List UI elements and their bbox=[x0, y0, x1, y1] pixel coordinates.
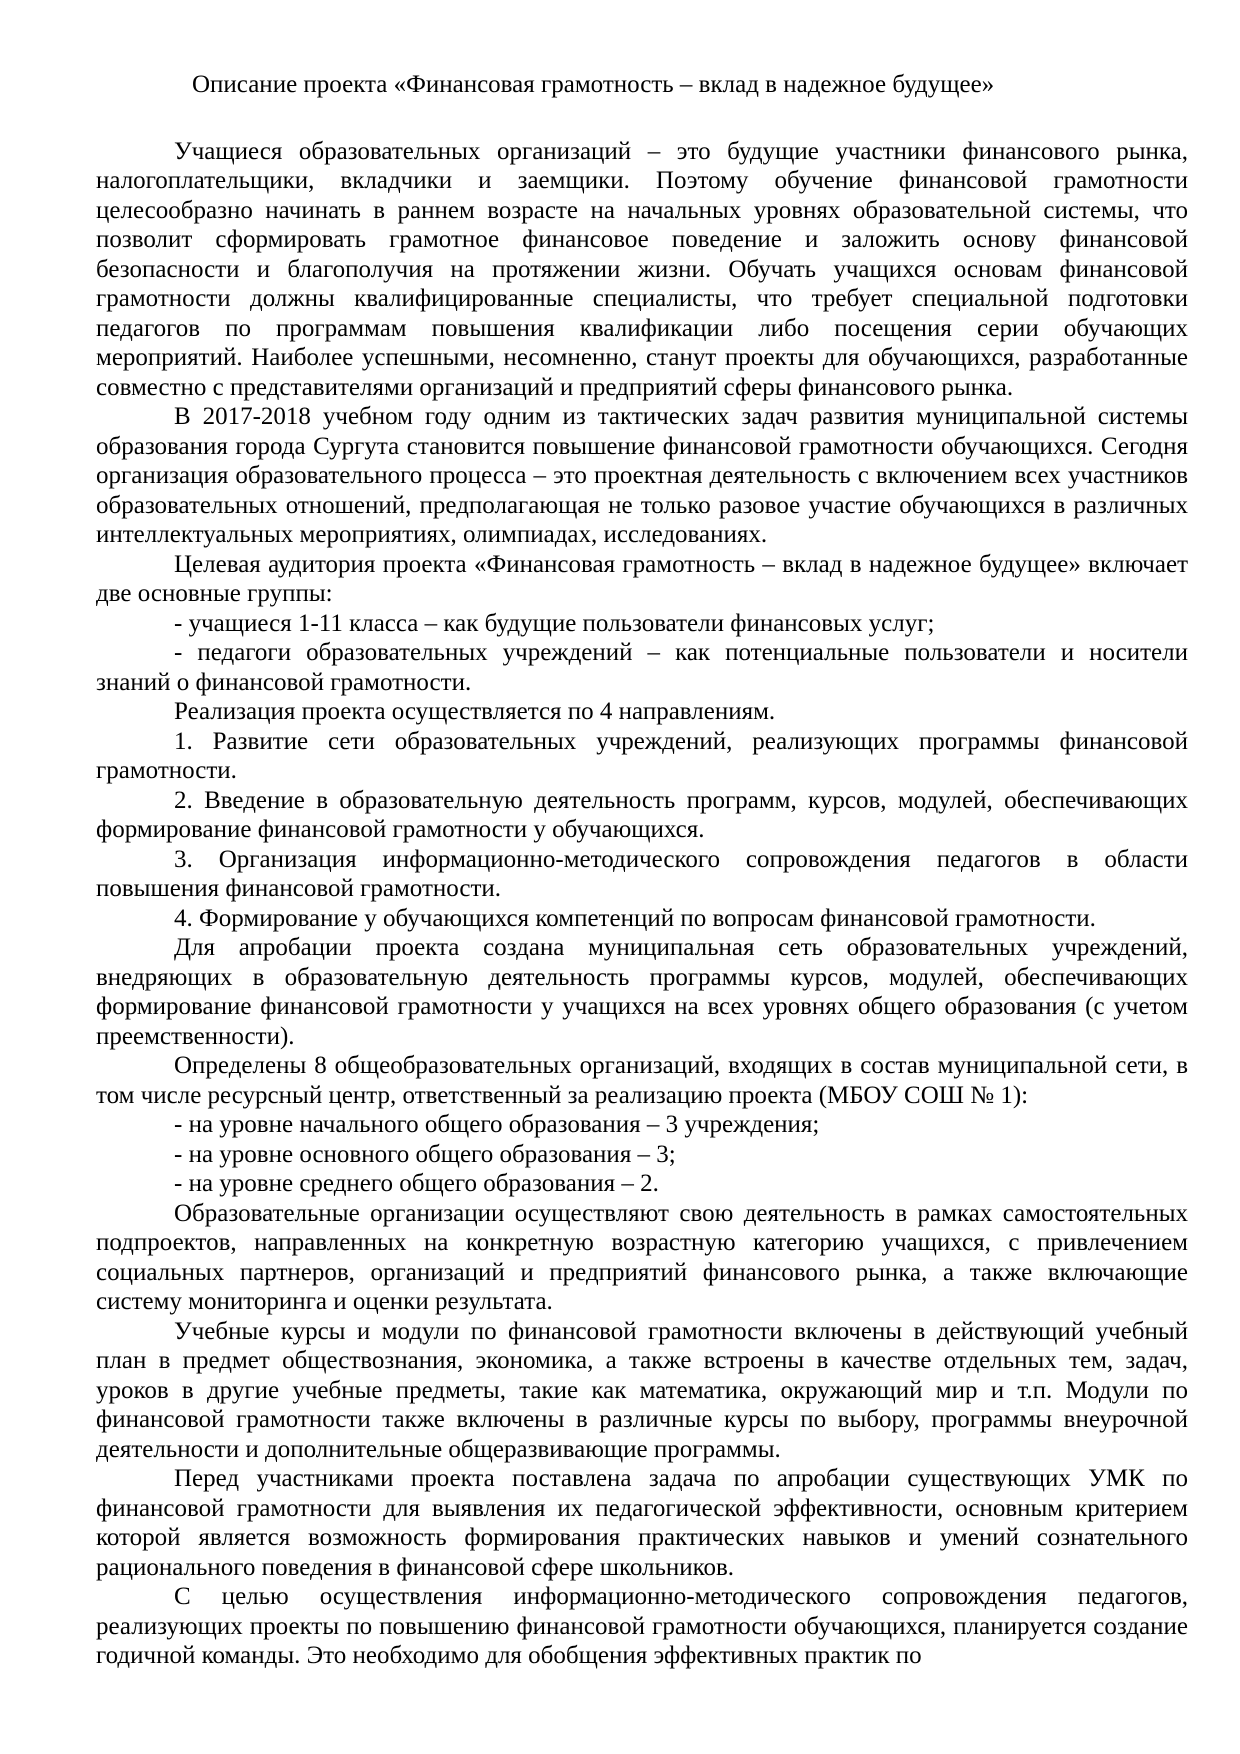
paragraph: Перед участниками проекта поставлена задача по апробации существующих УМК по финансовой грамотности для выявления их педагогической эффективности, основным критерием которой является возможность формирования практических навыков и умений сознательного рационального поведения в финансовой сфере школьников. bbox=[96, 1465, 1188, 1581]
paragraph: Определены 8 общеобразовательных организаций, входящих в состав муниципальной сети, в том числе ресурсный центр, ответственный за реализацию проекта (МБОУ СОШ № 1): bbox=[96, 1052, 1188, 1109]
document-body bbox=[96, 137, 1188, 1671]
list-item-numbered: 1. Развитие сети образовательных учреждений, реализующих программы финансовой грамотности. bbox=[96, 727, 1188, 784]
list-item-numbered: 4. Формирование у обучающихся компетенций по вопросам финансовой грамотности. bbox=[174, 904, 1096, 932]
list-item-numbered: 3. Организация информационно-методического сопровождения педагогов в области повышения финансовой грамотности. bbox=[96, 845, 1188, 902]
list-item-dash: - на уровне среднего общего образования – 2. bbox=[174, 1170, 659, 1197]
paragraph: С целью осуществления информационно-методического сопровождения педагогов, реализующих проекты по повышению финансовой грамотности обучающихся, планируется создание годичной команды. Это необходимо для обобщения эффективных практик по bbox=[96, 1583, 1188, 1669]
list-item-numbered: 2. Введение в образовательную деятельность программ, курсов, модулей, обеспечивающих формирование финансовой грамотности у обучающихся. bbox=[96, 786, 1188, 843]
list-item-dash: - на уровне начального общего образования – 3 учреждения; bbox=[174, 1111, 820, 1138]
paragraph: Для апробации проекта создана муниципальная сеть образовательных учреждений, внедряющих в образовательную деятельность программы курсов, модулей, обеспечивающих формирование финансовой грамотности у учащихся на всех уровнях общего образования (с учетом преемственности). bbox=[96, 934, 1188, 1050]
paragraph: Целевая аудитория проекта «Финансовая грамотность – вклад в надежное будущее» включает две основные группы: bbox=[96, 550, 1188, 607]
list-item-dash: - учащиеся 1-11 класса – как будущие пользователи финансовых услуг; bbox=[174, 609, 935, 637]
paragraph: Образовательные организации осуществляют свою деятельность в рамках самостоятельных подпроектов, направленных на конкретную возрастную категорию учащихся, с привлечением социальных партнеров, организаций и предприятий финансового рынка, а также включающие систему мониторинга и оценки результата. bbox=[96, 1199, 1188, 1315]
list-item-dash: - педагоги образовательных учреждений – как потенциальные пользователи и носители знаний о финансовой грамотности. bbox=[96, 639, 1188, 696]
paragraph: Учебные курсы и модули по финансовой грамотности включены в действующий учебный план в предмет обществознания, экономика, а также встроены в качестве отдельных тем, задач, уроков в другие учебные предметы, такие как математика, окружающий мир и т.п. Модули по финансовой грамотности также включены в различные курсы по выбору, программы внеурочной деятельности и дополнительные общеразвивающие программы. bbox=[96, 1317, 1188, 1463]
paragraph: Реализация проекта осуществляется по 4 направлениям. bbox=[174, 698, 776, 725]
paragraph: Учащиеся образовательных организаций – это будущие участники финансового рынка, налогоплательщики, вкладчики и заемщики. Поэтому обучение финансовой грамотности целесообразно начинать в раннем возрасте на начальных уровнях образовательной системы, что позволит сформировать грамотное финансовое поведение и заложить основу финансовой безопасности и благополучия на протяжении жизни. Обучать учащихся основам финансовой грамотности должны квалифицированные специалисты, что требует специальной подготовки педагогов по программам повышения квалификации либо посещения серии обучающих мероприятий. Наиболее успешными, несомненно, станут проекты для обучающихся, разработанные совместно с представителями организаций и предприятий сферы финансового рынка. bbox=[96, 137, 1188, 401]
list-item-dash: - на уровне основного общего образования – 3; bbox=[174, 1140, 676, 1168]
paragraph: В 2017-2018 учебном году одним из тактических задач развития муниципальной системы образования города Сургута становится повышение финансовой грамотности обучающихся. Сегодня организация образовательного процесса – это проектная деятельность с включением всех участников образовательных отношений, предполагающая не только разовое участие обучающихся в различных интеллектуальных мероприятиях, олимпиадах, исследованиях. bbox=[96, 403, 1188, 548]
document-title: Описание проекта «Финансовая грамотность – вклад в надежное будущее» bbox=[192, 71, 995, 98]
